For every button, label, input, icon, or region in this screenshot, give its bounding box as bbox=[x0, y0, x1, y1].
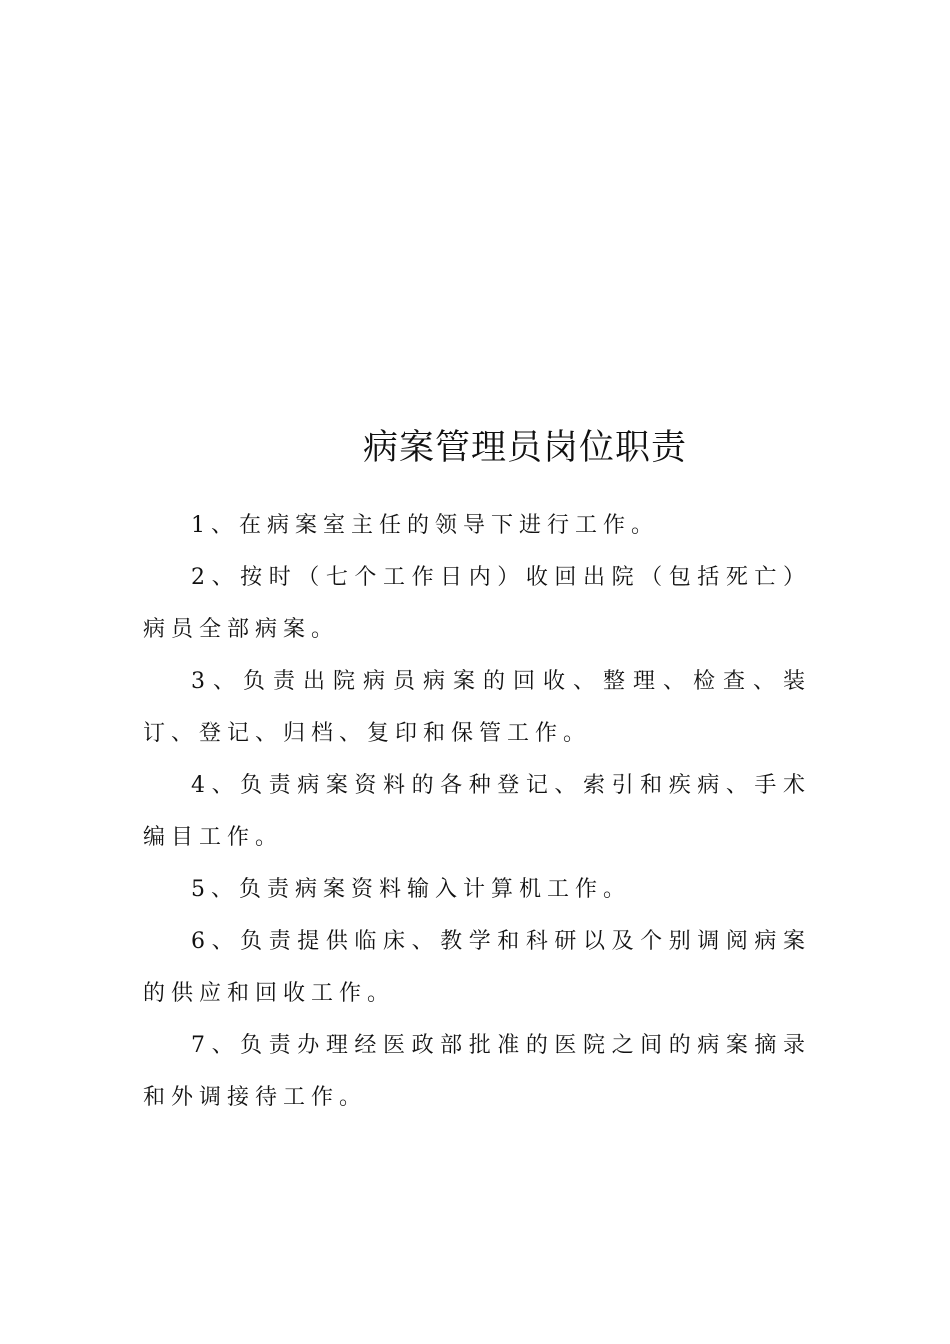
duty-item-7: 7、负责办理经医政部批准的医院之间的病案摘录和外调接待工作。 bbox=[143, 1033, 811, 1110]
page-title: 病案管理员岗位职责 bbox=[362, 428, 687, 468]
duty-item-4: 4、负责病案资料的各种登记、索引和疾病、手术编目工作。 bbox=[143, 773, 811, 850]
duty-item-2: 2、按时（七个工作日内）收回出院（包括死亡）病员全部病案。 bbox=[143, 565, 811, 642]
duty-item-5: 5、负责病案资料输入计算机工作。 bbox=[191, 877, 631, 902]
duty-item-6: 6、负责提供临床、教学和科研以及个别调阅病案的供应和回收工作。 bbox=[143, 929, 811, 1006]
duty-list bbox=[143, 500, 811, 1124]
duty-item-3: 3、负责出院病员病案的回收、整理、检查、装订、登记、归档、复印和保管工作。 bbox=[143, 669, 811, 746]
duty-item-1: 1、在病案室主任的领导下进行工作。 bbox=[191, 513, 659, 538]
